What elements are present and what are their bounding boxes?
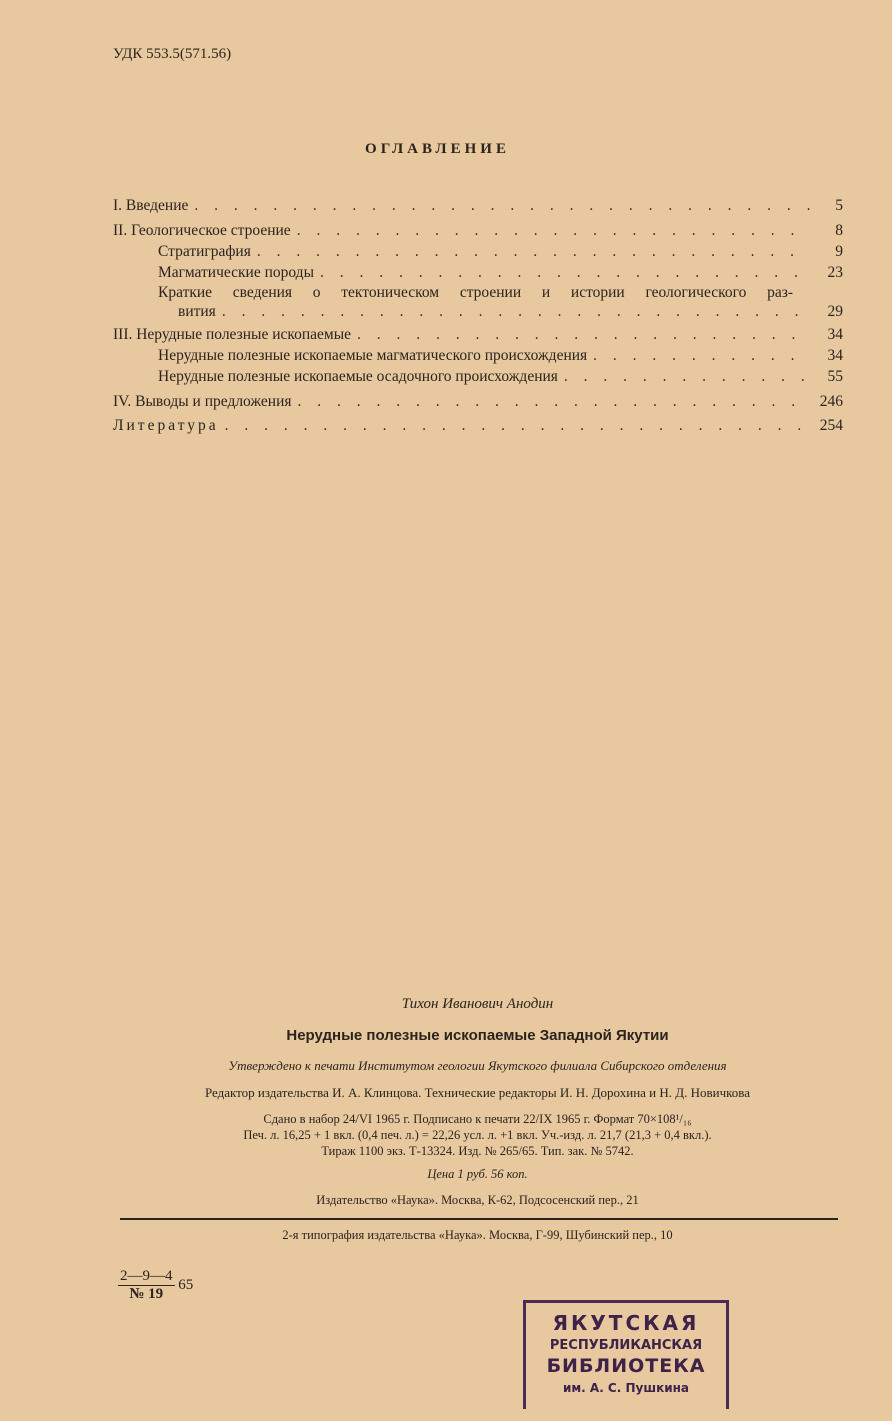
dot-leader: [257, 241, 811, 262]
toc-label: IV. Выводы и предложения: [113, 393, 292, 410]
toc-page: 23: [827, 264, 843, 281]
dot-leader: [194, 195, 811, 216]
toc-label: Стратиграфия: [158, 243, 251, 260]
toc-label: Магматические породы: [158, 264, 314, 281]
approval-note: Утверждено к печати Институтом геологии Якутского филиала Сибирского отделения: [228, 1058, 727, 1073]
toc-entry: [113, 366, 843, 387]
toc-page: 34: [827, 326, 843, 343]
toc-title: ОГЛАВЛЕНИЕ: [365, 141, 510, 157]
toc-entry: [113, 302, 843, 321]
toc-page: 9: [835, 243, 843, 260]
toc-label: Нерудные полезные ископаемые магматического происхождения: [158, 347, 588, 364]
print-signature: [118, 1268, 193, 1303]
dot-leader: [297, 220, 811, 241]
toc-label: Краткие сведения о тектоническом строении и истории геологического раз-: [158, 284, 793, 301]
library-stamp: [523, 1300, 729, 1409]
book-title: Нерудные полезные ископаемые Западной Якутии: [286, 1027, 669, 1044]
toc-label: III. Нерудные полезные ископаемые: [113, 326, 352, 343]
dot-leader: [225, 415, 811, 436]
stamp-line: им. А. С. Пушкина: [562, 1381, 690, 1395]
toc-entry: [113, 195, 843, 216]
udk-code: УДК 553.5(571.56): [113, 46, 232, 62]
toc-page: 34: [827, 347, 843, 364]
stamp-line: РЕСПУБЛИКАНСКАЯ: [549, 1338, 703, 1353]
dot-leader: [593, 345, 811, 366]
toc-entry: [113, 324, 843, 345]
printer: 2-я типография издательства «Наука». Москва, Г-99, Шубинский пер., 10: [282, 1228, 673, 1242]
toc-entry: [113, 345, 843, 366]
divider: [120, 1218, 838, 1220]
stamp-line: ЯКУТСКАЯ: [552, 1311, 700, 1335]
toc-page: 8: [835, 222, 843, 239]
toc-page: 5: [835, 197, 843, 214]
signature-bottom: № 19: [129, 1286, 164, 1302]
toc-label: Нерудные полезные ископаемые осадочного происхождения: [158, 368, 558, 385]
toc-entry: [113, 220, 843, 241]
toc-page: 55: [827, 368, 843, 385]
dot-leader: [298, 391, 811, 412]
author-name: Тихон Иванович Анодин: [401, 996, 554, 1012]
signature-top: 2—9—4: [120, 1268, 173, 1284]
imprint-line: Тираж 1100 экз. Т-13324. Изд. № 265/65. Тип. зак. № 5742.: [321, 1144, 634, 1158]
price: Цена 1 руб. 56 коп.: [427, 1167, 528, 1181]
toc-page: 246: [819, 393, 843, 410]
stamp-line: БИБЛИОТЕКА: [546, 1355, 706, 1377]
editors-line: Редактор издательства И. А. Клинцова. Технические редакторы И. Н. Дорохина и Н. Д. Новичкова: [204, 1085, 751, 1100]
toc-entry: [113, 262, 843, 283]
toc-label: вития: [178, 303, 216, 320]
dot-leader: [564, 366, 811, 387]
signature-year: 65: [178, 1277, 194, 1293]
dot-leader: [357, 324, 811, 345]
toc-label: Литература: [113, 417, 219, 434]
dot-leader: [222, 302, 811, 321]
toc-page: 254: [819, 417, 843, 434]
toc-label: II. Геологическое строение: [113, 222, 291, 239]
toc-entry: [113, 415, 843, 436]
toc-entry: [113, 241, 843, 262]
toc-label: I. Введение: [113, 197, 189, 214]
imprint-line: Печ. л. 16,25 + 1 вкл. (0,4 печ. л.) = 22,26 усл. л. +1 вкл. Уч.-изд. л. 21,7 (21,3 + 0,4 вкл.).: [243, 1128, 712, 1142]
imprint-line: Сдано в набор 24/VI 1965 г. Подписано к печати 22/IX 1965 г. Формат 70×108¹/₁₆: [263, 1112, 692, 1126]
toc-entry: [113, 391, 843, 412]
publisher: Издательство «Наука». Москва, К-62, Подсосенский пер., 21: [316, 1193, 639, 1207]
toc-page: 29: [827, 303, 843, 320]
table-of-contents: [113, 195, 843, 436]
dot-leader: [320, 262, 811, 283]
